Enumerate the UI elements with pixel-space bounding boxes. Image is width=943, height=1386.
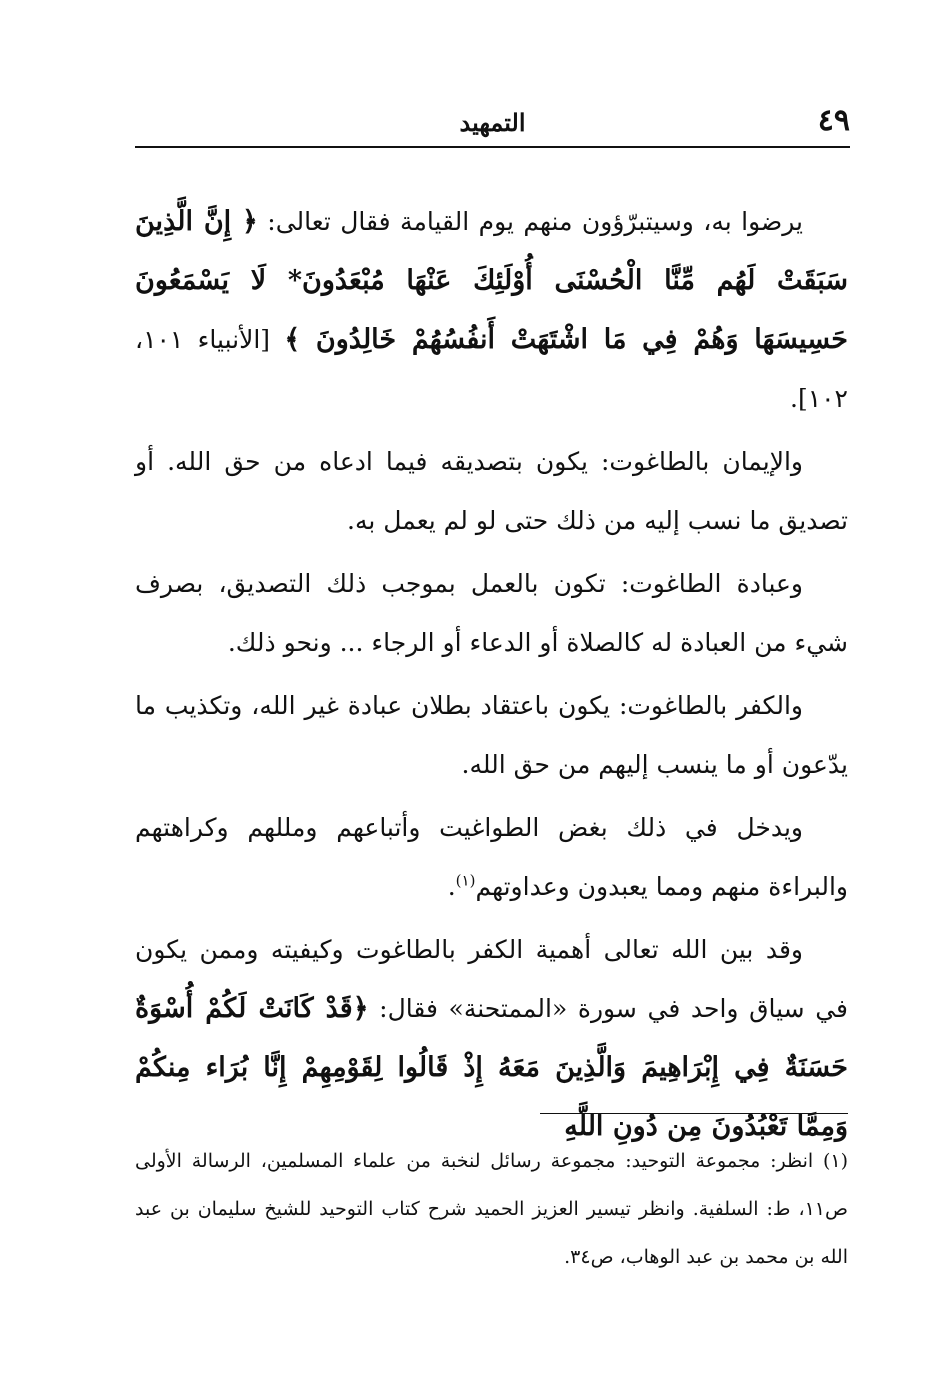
paragraph-1-intro: يرضوا به، وسيتبرّؤون منهم يوم القيامة فقال تعالى:: [257, 207, 803, 236]
footnotes: [135, 1137, 848, 1281]
quran-verse-2: ﴿قَدْ كَانَتْ لَكُمْ أُسْوَةٌ حَسَنَةٌ فِي إِبْرَاهِيمَ وَالَّذِينَ مَعَهُ إِذْ قَالُوا لِقَوْمِهِمْ إِنَّا بُرَاء مِنكُمْ وَمِمَّا تَعْبُدُونَ مِن دُونِ اللَّهِ: [135, 993, 848, 1142]
header-rule: [135, 146, 850, 148]
paragraph-5-end: .: [447, 872, 456, 901]
footnote-rule: [540, 1113, 848, 1114]
footnote-marker[interactable]: (١): [455, 871, 476, 890]
paragraph-6: [135, 920, 848, 1156]
paragraph-5: [135, 798, 848, 916]
running-title: التمهيد: [459, 108, 526, 137]
verse-reference: [الأنبياء ١٠١، ١٠٢].: [135, 325, 848, 413]
page-header: [135, 100, 850, 148]
paragraph-4: والكفر بالطاغوت: يكون باعتقاد بطلان عبادة غير الله، وتكذيب ما يدّعون أو ما ينسب إليهم من حق الله.: [135, 691, 848, 779]
paragraph-1: [135, 192, 848, 428]
footnote-1: (١) انظر: مجموعة التوحيد: مجموعة رسائل لنخبة من علماء المسلمين، الرسالة الأولى ص١١، ط: السلفية. وانظر تيسير العزيز الحميد شرح كتاب التوحيد للشيخ سليمان بن عبد الله بن محمد بن عبد الوهاب، ص٣٤.: [135, 1150, 848, 1268]
paragraph-2: والإيمان بالطاغوت: يكون بتصديقه فيما ادعاه من حق الله. أو تصديق ما نسب إليه من ذلك حتى لو لم يعمل به.: [135, 447, 848, 535]
paragraph-6-intro: وقد بين الله تعالى أهمية الكفر بالطاغوت وكيفيته وممن يكون في سياق واحد في سورة «الممتحنة» فقال:: [135, 935, 848, 1023]
main-text: [135, 192, 848, 1160]
quran-verse-1: ﴿ إِنَّ الَّذِينَ سَبَقَتْ لَهُم مِّنَّا الْحُسْنَى أُوْلَئِكَ عَنْهَا مُبْعَدُونَ* لَا يَسْمَعُونَ حَسِيسَهَا وَهُمْ فِي مَا اشْتَهَتْ أَنفُسُهُمْ خَالِدُونَ ﴾: [135, 206, 848, 355]
page-number: ٤٩: [817, 103, 850, 138]
paragraph-5-text: ويدخل في ذلك بغض الطواغيت وأتباعهم ومللهم وكراهتهم والبراءة منهم ومما يعبدون وعداوتهم: [135, 813, 848, 901]
paragraph-3: وعبادة الطاغوت: تكون بالعمل بموجب ذلك التصديق، بصرف شيء من العبادة له كالصلاة أو الدعاء أو الرجاء ... ونحو ذلك.: [135, 569, 848, 657]
